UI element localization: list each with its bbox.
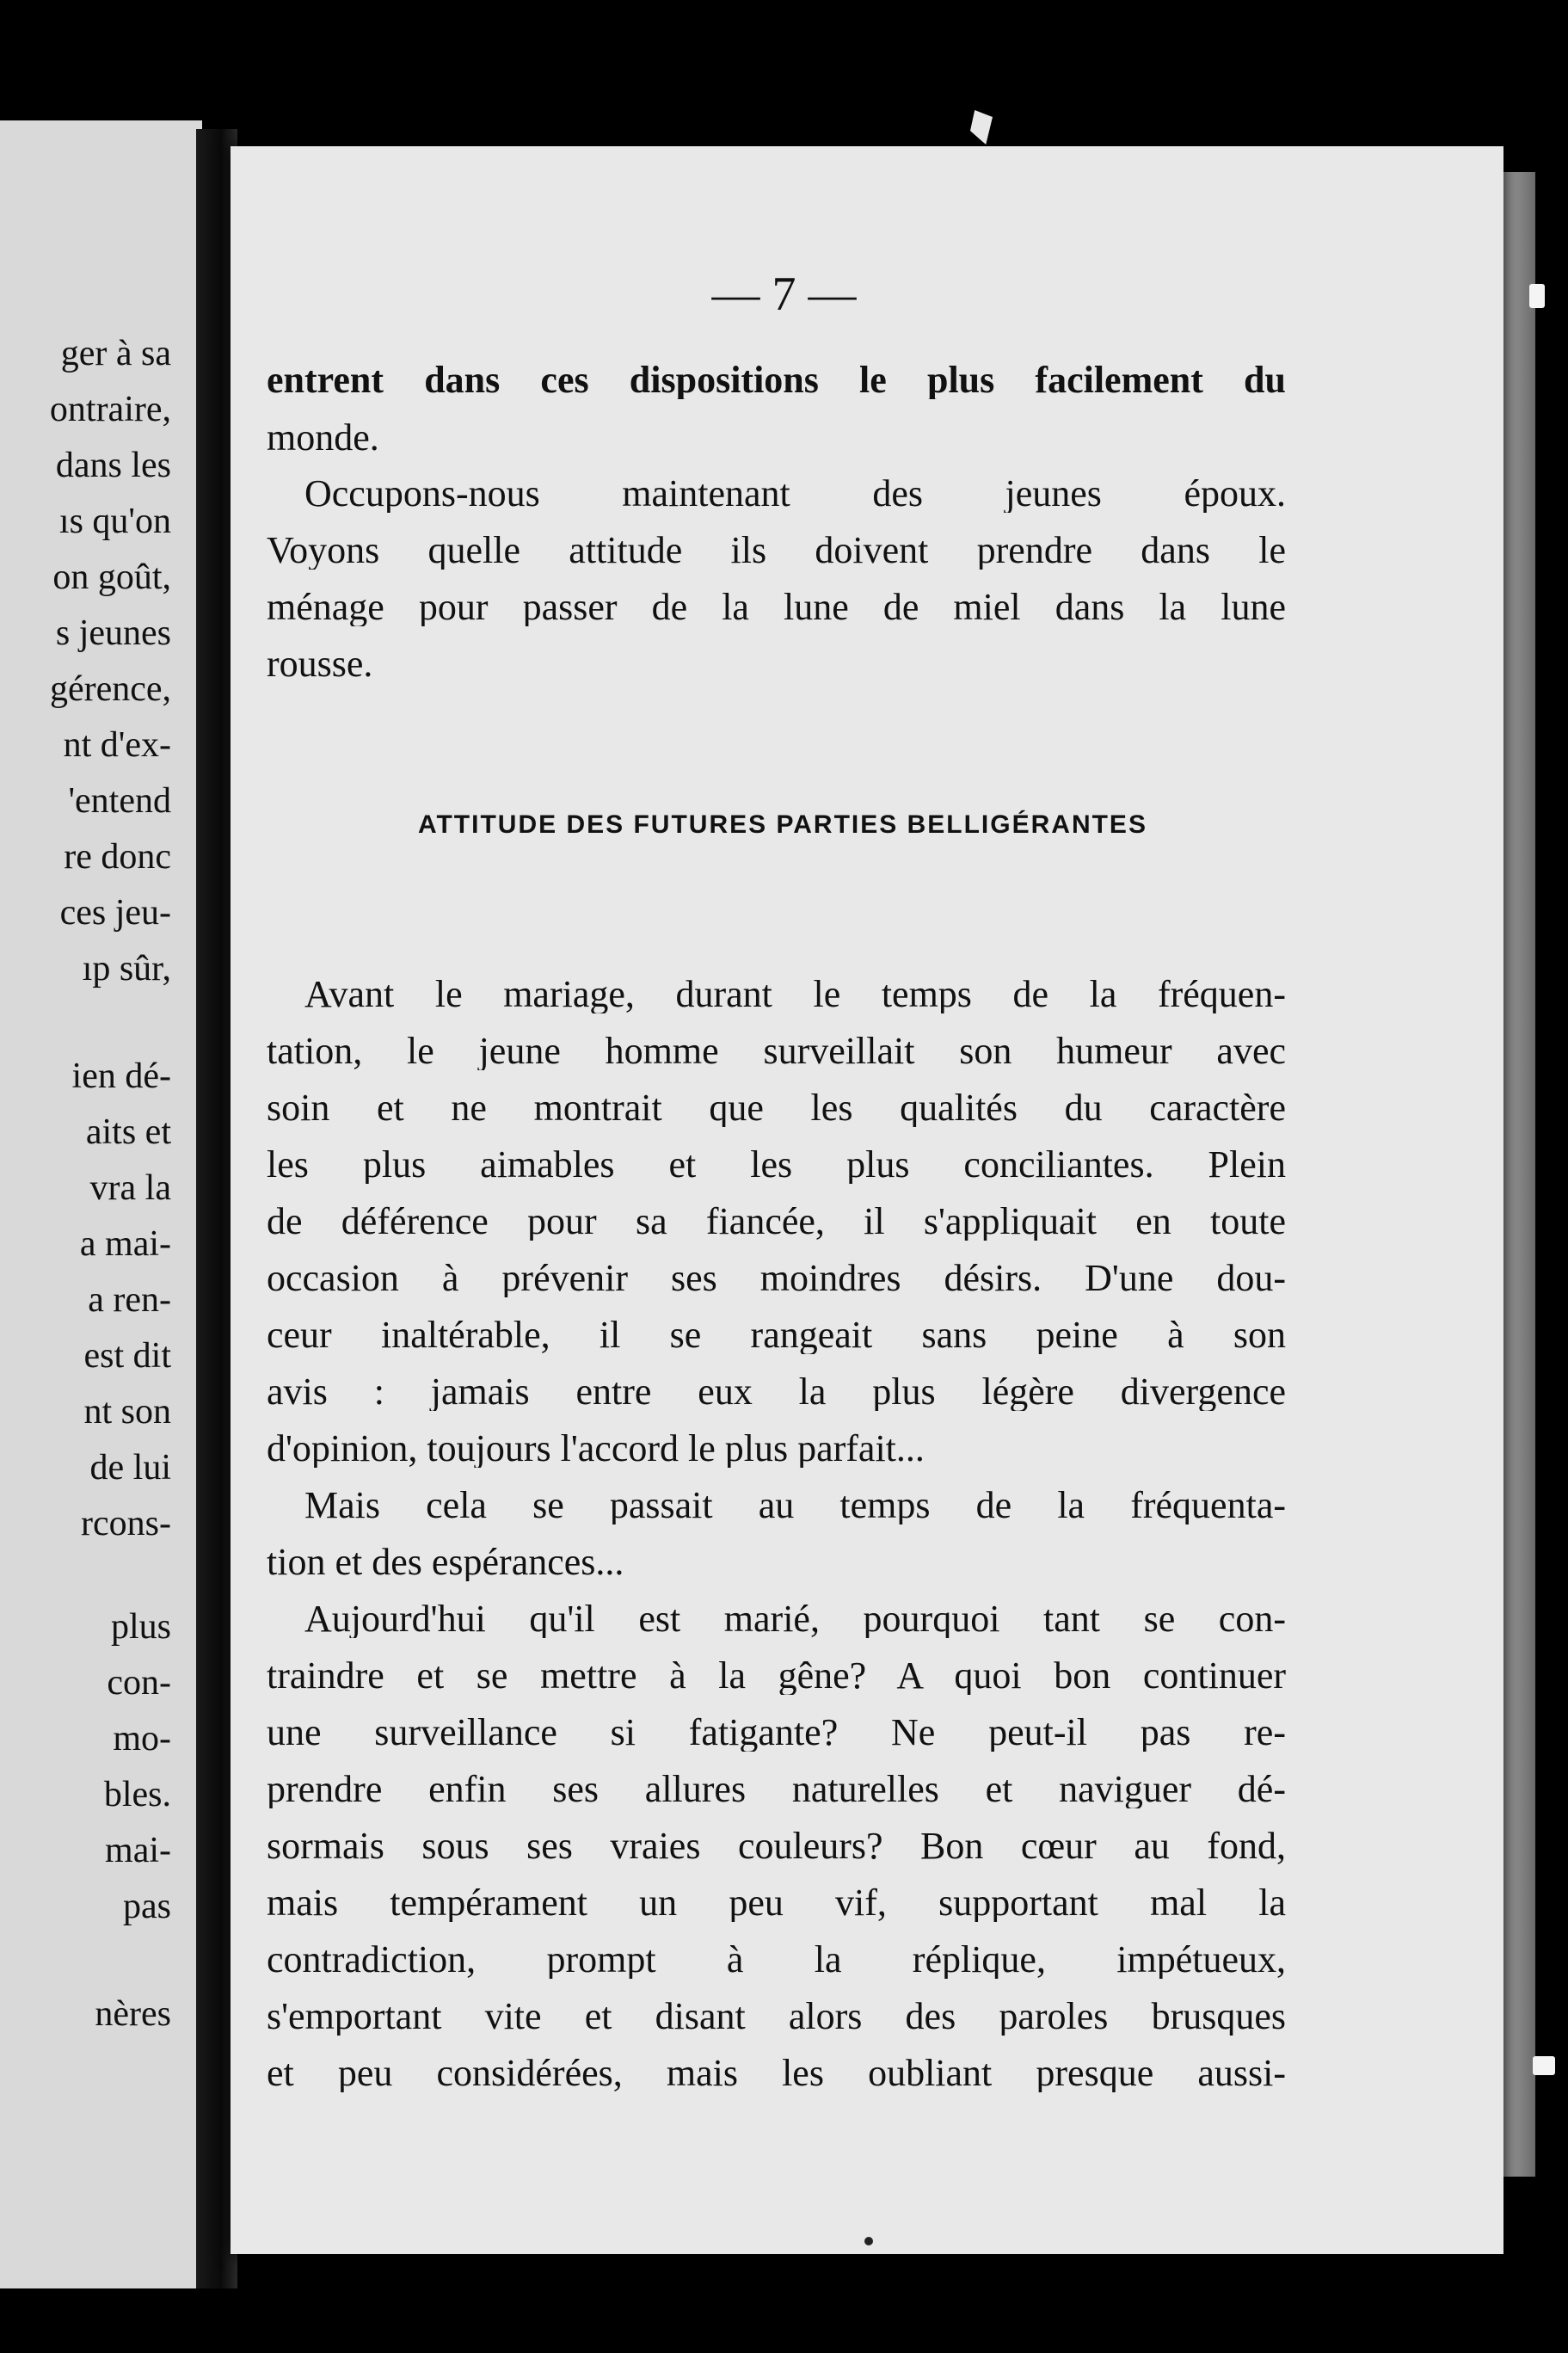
left-page-line: de lui [89,1448,171,1488]
text-line: une surveillance si fatigante? Ne peut-il pas re- [267,1714,1286,1752]
ink-dot [864,2237,873,2245]
text-line: rousse. [267,645,373,683]
text-line: Mais cela se passait au temps de la fréquenta- [304,1487,1286,1525]
paper-tear-mark [970,110,993,145]
left-page-line: re donc [64,837,171,877]
left-page-line: a ren- [88,1280,171,1320]
left-page-line: dans les [55,446,171,485]
text-line: Occupons-nous maintenant des jeunes époux. [304,475,1286,513]
text-line: avis : jamais entre eux la plus légère divergence [267,1373,1286,1411]
left-page-line: nt d'ex- [63,725,171,765]
left-page-line: s jeunes [55,613,171,653]
page-number: — 7 — [711,268,857,321]
text-line: Voyons quelle attitude ils doivent prendre dans le [267,532,1286,570]
text-line: sormais sous ses vraies couleurs? Bon cœur au fond, [267,1827,1286,1865]
left-page-line: ıp sûr, [82,949,171,989]
left-page-line: con- [107,1663,171,1703]
left-page-line: plus [110,1607,171,1647]
paper-speck [1533,2056,1555,2075]
left-facing-page [0,120,202,2288]
left-page-line: mo- [113,1719,171,1759]
text-line: entrent dans ces dispositions le plus facilement du [267,361,1286,399]
left-page-line: ces jeu- [59,893,171,933]
left-page-line: rcons- [81,1504,171,1543]
left-page-line: on goût, [52,557,171,597]
left-page-line: gérence, [49,669,171,709]
left-page-line: 'entend [68,781,171,821]
left-page-line: est dit [83,1336,171,1376]
text-line: tation, le jeune homme surveillait son humeur avec [267,1032,1286,1070]
text-line: ménage pour passer de la lune de miel dans la lune [267,588,1286,626]
left-page-line: nères [95,1994,171,2034]
left-page-line: aits et [85,1112,171,1152]
left-page-line: a mai- [79,1224,171,1264]
text-line: tion et des espérances... [267,1543,624,1581]
book-page [231,146,1503,2254]
left-page-line: nt son [83,1392,171,1432]
text-line: prendre enfin ses allures naturelles et naviguer dé- [267,1771,1286,1808]
text-line: monde. [267,419,379,457]
text-line: d'opinion, toujours l'accord le plus parfait... [267,1430,925,1468]
left-page-line: ıs qu'on [58,502,171,541]
text-line: de déférence pour sa fiancée, il s'appliquait en toute [267,1203,1286,1241]
left-page-line: pas [123,1887,171,1926]
left-page-line: mai- [105,1831,171,1870]
text-line: contradiction, prompt à la réplique, impétueux, [267,1941,1286,1979]
page-edge [1501,172,1535,2177]
left-page-line: ontraire, [49,390,171,429]
text-line: Avant le mariage, durant le temps de la fréquen- [304,976,1286,1013]
left-page-line: ien dé- [71,1056,171,1096]
left-page-line: ger à sa [60,334,171,373]
text-line: et peu considérées, mais les oubliant presque aussi- [267,2054,1286,2092]
left-page-line: vra la [89,1168,171,1208]
section-heading: ATTITUDE DES FUTURES PARTIES BELLIGÉRANTES [418,810,1147,839]
text-line: Aujourd'hui qu'il est marié, pourquoi tant se con- [304,1600,1286,1638]
text-line: mais tempérament un peu vif, supportant mal la [267,1884,1286,1922]
text-line: traindre et se mettre à la gêne? A quoi bon continuer [267,1657,1286,1695]
left-page-line: bles. [103,1775,171,1814]
text-line: ceur inaltérable, il se rangeait sans peine à son [267,1316,1286,1354]
text-line: les plus aimables et les plus conciliantes. Plein [267,1146,1286,1184]
text-line: occasion à prévenir ses moindres désirs. D'une dou- [267,1260,1286,1297]
text-line: s'emportant vite et disant alors des paroles brusques [267,1998,1286,2036]
text-line: soin et ne montrait que les qualités du caractère [267,1089,1286,1127]
